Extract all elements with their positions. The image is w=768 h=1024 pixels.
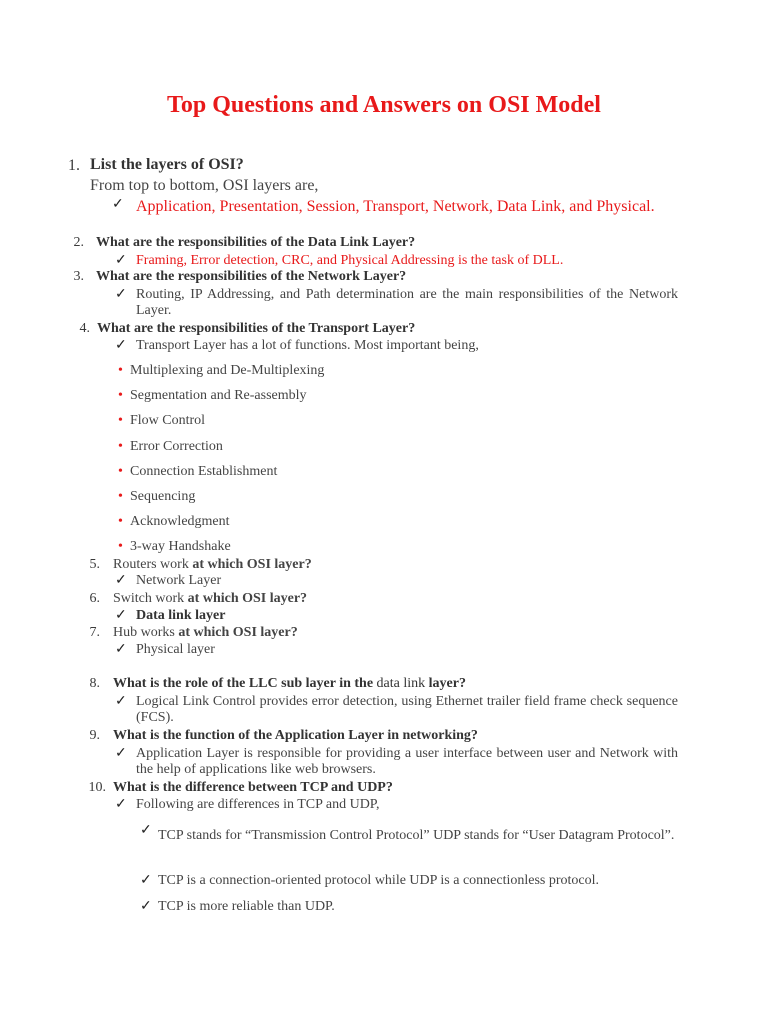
- q8-number: 8.: [89, 676, 100, 691]
- list-item: Sequencing: [130, 489, 196, 504]
- q5-number: 5.: [89, 557, 100, 572]
- q8-answer: Logical Link Control provides error detection, using Ethernet trailer field frame check sequence (FCS).: [136, 694, 678, 725]
- bullet-icon: •: [118, 388, 123, 403]
- q6-question: Switch work at which OSI layer?: [113, 591, 308, 606]
- list-item: Flow Control: [130, 413, 206, 428]
- q6-number: 6.: [89, 591, 100, 606]
- check-icon: ✓: [115, 797, 127, 812]
- check-icon: ✓: [115, 573, 127, 588]
- q1-question: List the layers of OSI?: [90, 156, 244, 173]
- q7-question: Hub works at which OSI layer?: [113, 625, 298, 640]
- q10-answer: Following are differences in TCP and UDP,: [136, 797, 380, 812]
- q4-number: 4.: [79, 321, 90, 336]
- q2-number: 2.: [73, 235, 84, 250]
- check-icon: ✓: [115, 746, 127, 761]
- list-item: 3-way Handshake: [130, 539, 231, 554]
- bullet-icon: •: [118, 464, 123, 479]
- list-item: TCP is a connection-oriented protocol while UDP is a connectionless protocol.: [158, 873, 600, 888]
- check-icon: ✓: [115, 253, 127, 268]
- list-item: TCP is more reliable than UDP.: [158, 899, 335, 914]
- q7-answer: Physical layer: [136, 642, 215, 657]
- list-item: Acknowledgment: [130, 514, 230, 529]
- q7-number: 7.: [89, 625, 100, 640]
- check-icon: ✓: [115, 287, 127, 302]
- check-icon: ✓: [115, 338, 127, 353]
- list-item: Error Correction: [130, 439, 223, 454]
- page-title: Top Questions and Answers on OSI Model: [167, 92, 601, 118]
- q4-question: What are the responsibilities of the Transport Layer?: [97, 321, 416, 336]
- q4-answer: Transport Layer has a lot of functions. Most important being,: [136, 338, 479, 353]
- list-item: Segmentation and Re-assembly: [130, 388, 307, 403]
- q6-answer: Data link layer: [136, 608, 226, 623]
- q9-question: What is the function of the Application Layer in networking?: [113, 728, 478, 743]
- bullet-icon: •: [118, 439, 123, 454]
- q8-question: What is the role of the LLC sub layer in the data link layer?: [113, 676, 466, 691]
- bullet-icon: •: [118, 363, 123, 378]
- q10-question: What is the difference between TCP and UDP?: [113, 780, 393, 795]
- check-icon: ✓: [115, 642, 127, 657]
- list-item: TCP stands for “Transmission Control Protocol” UDP stands for “User Datagram Protocol”.: [158, 828, 675, 843]
- q10-number: 10.: [88, 780, 106, 795]
- bullet-icon: •: [118, 413, 123, 428]
- check-icon: ✓: [140, 873, 152, 888]
- check-icon: ✓: [112, 197, 124, 212]
- q1-answer: Application, Presentation, Session, Transport, Network, Data Link, and Physical.: [136, 198, 655, 215]
- q3-question: What are the responsibilities of the Network Layer?: [96, 269, 407, 284]
- q5-question: Routers work at which OSI layer?: [113, 557, 312, 572]
- q5-answer: Network Layer: [136, 573, 222, 588]
- q3-answer: Routing, IP Addressing, and Path determination are the main responsibilities of the Network Layer.: [136, 287, 678, 318]
- q3-number: 3.: [73, 269, 84, 284]
- q1-number: 1.: [68, 157, 80, 174]
- check-icon: ✓: [140, 823, 152, 838]
- q2-question: What are the responsibilities of the Data Link Layer?: [96, 235, 416, 250]
- check-icon: ✓: [115, 694, 127, 709]
- q9-answer: Application Layer is responsible for providing a user interface between user and Network with the help of applications like web browsers.: [136, 746, 678, 777]
- bullet-icon: •: [118, 514, 123, 529]
- check-icon: ✓: [140, 899, 152, 914]
- q2-answer: Framing, Error detection, CRC, and Physical Addressing is the task of DLL.: [136, 253, 564, 268]
- list-item: Multiplexing and De-Multiplexing: [130, 363, 325, 378]
- list-item: Connection Establishment: [130, 464, 278, 479]
- q1-intro: From top to bottom, OSI layers are,: [90, 177, 319, 194]
- q9-number: 9.: [89, 728, 100, 743]
- bullet-icon: •: [118, 539, 123, 554]
- bullet-icon: •: [118, 489, 123, 504]
- check-icon: ✓: [115, 608, 127, 623]
